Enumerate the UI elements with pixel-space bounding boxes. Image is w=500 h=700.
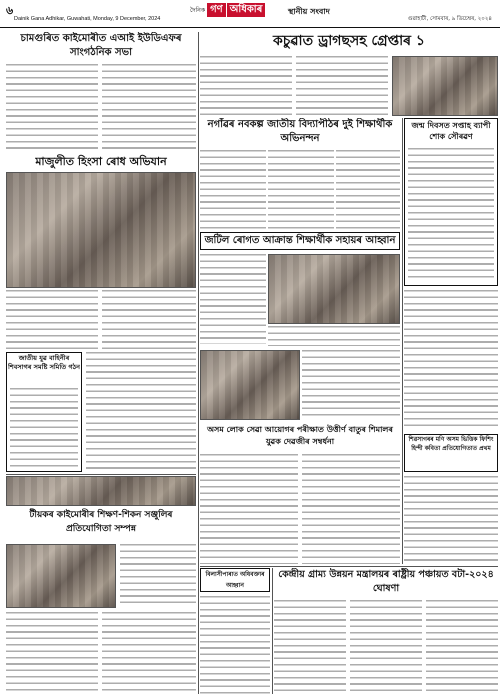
article-tikak-body-3 — [102, 612, 196, 694]
article-disease-body-2 — [268, 326, 400, 346]
article-teachers-body — [404, 476, 498, 564]
article-nagaon-body — [200, 150, 266, 230]
article-disease-body — [200, 254, 266, 344]
logo-gana: গণ — [207, 3, 226, 17]
photo-meeting — [6, 172, 196, 288]
headline-nagaon: নগাঁৱৰ নবকল্প জাতীয় বিদ্যাপীঠৰ দুই শিক্ষাৰ্থীক অভিনন্দন — [207, 119, 393, 144]
headline-teachers: শিৱসাগৰৰ মণি অসম ভিত্তিক ফিশিং হিন্দী কবিতা প্ৰতিযোগিতাত প্ৰথম — [404, 434, 498, 472]
article-award-body — [274, 600, 346, 694]
headline-birthday: জন্ম দিবসত সপ্তাহ ব্যাপী শোক সৌৰৱণ — [411, 121, 491, 141]
article-apsc-body — [200, 454, 298, 564]
article-drugs-body — [200, 56, 292, 116]
headline-disease: জটিল ৰোগত আক্ৰান্ত শিক্ষাৰ্থীক সহায়ৰ আহ্বান — [200, 232, 400, 250]
article-nagaon-body-2 — [268, 150, 334, 230]
article-birthday-body — [408, 148, 494, 282]
headline-award: কেন্দ্ৰীয় গ্ৰাম্য উন্নয়ন মন্ত্ৰালয়ৰ ৰাষ্ট্ৰীয় পঞ্চায়ত বটা-২০২৪ ঘোষণা — [278, 569, 494, 594]
logo-daily: দৈনিক — [190, 6, 206, 14]
column-rule — [272, 568, 273, 694]
photo-student — [268, 254, 400, 324]
article-bilashipara-body — [200, 596, 270, 694]
page-number: ৬ — [6, 4, 14, 17]
article-award-body-2 — [350, 600, 422, 694]
article-violence-body — [6, 290, 98, 350]
row-rule — [6, 474, 196, 475]
photo-tikak — [6, 476, 196, 506]
article-aasu-body-2 — [102, 64, 196, 152]
photo-tikak-event — [6, 544, 116, 608]
article-apsc-body-2 — [302, 454, 400, 564]
photo-arrest — [392, 56, 498, 116]
article-youth-body — [10, 388, 78, 468]
headline-tikak: টীয়কৰ কাইমোৰীৰ শিক্ষণ-শিকন সঞ্জুলিৰ প্ৰতিযোগিতা সম্পন্ন — [29, 510, 173, 534]
headline-violence: মাজুলীত হিংসা ৰোধ অভিযান — [35, 155, 167, 168]
row-rule — [200, 566, 498, 567]
column-rule — [198, 32, 199, 694]
article-left-body — [86, 352, 196, 472]
article-tikak-body-2 — [6, 612, 98, 694]
column-rule — [402, 118, 403, 564]
article-apsc-side — [302, 350, 400, 420]
article-aasu-body — [6, 64, 98, 152]
newspaper-logo — [190, 2, 265, 18]
masthead — [0, 0, 500, 28]
headline-aasu: চামগুৰিত কাইমোৰীত এআই ইউডিএফৰ সাংগঠনিক সভা — [20, 33, 182, 58]
article-award-body-3 — [426, 600, 498, 694]
issue-date: গুৱাহাটী, সোমবাৰ, ৯ ডিচেম্বৰ, ২০২৪ — [407, 16, 492, 22]
headline-apsc: অসম লোক সেৱা আয়োগৰ পৰীক্ষাত উত্তীৰ্ণ বাতুৰ শিমালৰ যুৱক দেৱজীৰ সম্বৰ্ধনা — [207, 425, 393, 446]
article-nagaon-body-3 — [336, 150, 400, 230]
headline-youth: জাতীয় যুৱ বাহিনীৰ শিবসাগৰ সমষ্টি সমিতি গঠন — [8, 354, 80, 371]
article-violence-body-2 — [102, 290, 196, 350]
section-label: স্থানীয় সংবাদ — [288, 7, 330, 16]
article-right-body — [404, 290, 498, 430]
article-tikak-body — [120, 544, 196, 608]
headline-drugs: কচুৱাত ড্ৰাগছসহ গ্ৰেপ্তাৰ ১ — [272, 33, 426, 49]
photo-apsc — [200, 350, 300, 420]
logo-adhikar: অধিকাৰ — [227, 3, 266, 17]
headline-bilashipara: বিলাসীপাৰাত অধিবক্তাৰ আহ্বান — [200, 568, 270, 592]
article-drugs-body-2 — [296, 56, 388, 116]
paper-name-line: Dainik Gana Adhikar, Guwahati, Monday, 9 December, 2024 — [14, 16, 161, 22]
